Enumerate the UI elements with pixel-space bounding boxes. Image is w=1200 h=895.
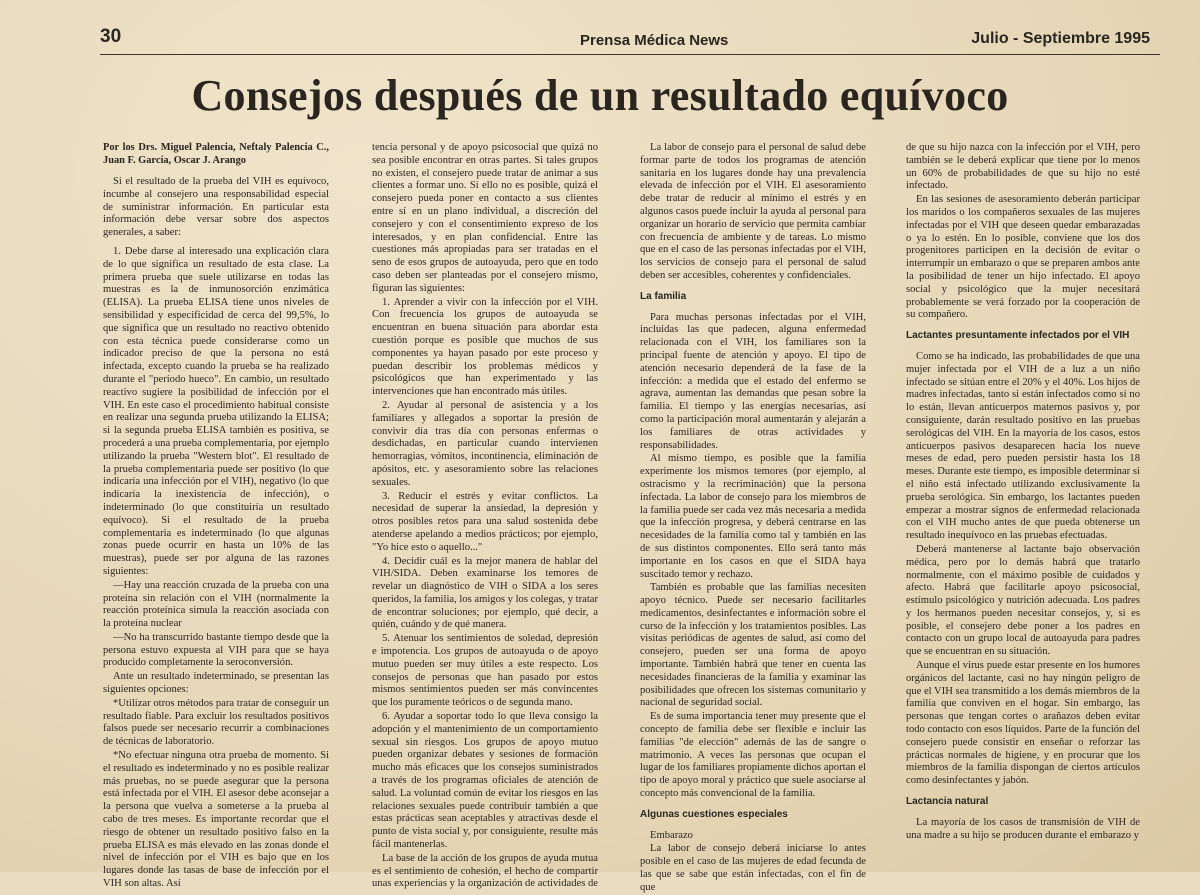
paragraph: Embarazo [650,829,693,841]
page-header [100,22,1160,55]
paragraph: 1. Debe darse al interesado una explicación clara de lo que significa un resultado de esta clase. La primera prueba que suele utilizarse en todas las muestras es la de inmunosorción enzimática (ELISA). La prueba ELISA tiene unos niveles de sensibilidad y especificidad de cerca del 99,5%, lo que significa que un resultado no reactivo obtenido con esta técnica puede considerarse como un indicador preciso de que la persona no está infectada, excepto cuando la prueba se ha realizado durante el "período hueco". En cambio, un resultado reactivo sugiere la posibilidad de infección por el VIH. En este caso el procedimiento habitual consiste en realizar una segunda prueba utilizando la ELISA; si la segunda prueba ELISA también es positiva, se procederá a una prueba complementaria, por ejemplo utilizando la prueba "Western blot". El resultado de la prueba complementaria puede ser positivo (lo que indicaría una infección por el VIH), negativo (lo que indicaría la inexistencia de infección), o indeterminado (lo que constituiría un resultado equívoco). Si el resultado de la prueba complementaria es indeterminado (lo que algunas zonas puede ocurrir en hasta un 10% de las muestras), puede ser por alguna de las razones siguientes: [103,245,329,577]
paragraph: Es de suma importancia tener muy presente que el concepto de familia debe ser flexible e incluir las familias "de elección" además de las de sangre o matrimonio. A veces las personas que ocupan el lugar de los familiares propiamente dichos aportan el tipo de apoyo moral y práctico que suele asociarse al concepto más convencional de la familia. [640,711,866,800]
column-1 [103,142,329,890]
paragraph: También es probable que las familias necesiten apoyo técnico. Puede ser necesario facilitarles medicamentos, desinfectantes e información sobre el curso de la infección y los tratamientos posibles. Las visitas periódicas de agentes de salud, así como del consejero, pueden ser una forma de apoyo importante. También habrá que tener en cuenta las necesidades financieras de la familia y examinar las posibilidades que ofrecen los sistemas comunitario y nacional de seguridad social. [640,582,866,709]
paragraph: 6. Ayudar a soportar todo lo que lleva consigo la adopción y el mantenimiento de un comportamiento sexual sin riesgos. Los grupos de apoyo mutuo pueden organizar debates y sesiones de formación mucho más eficaces que los consejos suministrados a través de los programas oficiales de atención de salud. La voluntad común de evitar los riesgos en las relaciones sexuales puede contribuir también a que estas prácticas sean aceptables y atractivas desde el punto de vista social y, por consiguiente, resulte más fácil mantenerlas. [372,711,598,851]
section-heading-nursing: Lactancia natural [906,796,989,808]
paragraph: *No efectuar ninguna otra prueba de momento. Si el resultado es indeterminado y no es posible realizar más pruebas, no se puede asegurar que la persona está infectada por el VIH. El asesor debe aconsejar a la persona que vuelva a someterse a la prueba al cabo de tres meses. Es importante recordar que el riesgo de obtener un resultado positivo falso en la prueba ELISA es más elevado en las zonas donde el nivel de infección por el VIH es bajo que en los lugares donde las tasas de base de infección por el VIH son altas. Así [103,750,329,890]
column-3 [640,142,866,893]
column-2 [372,142,599,890]
paragraph: Al mismo tiempo, es posible que la familia experimente los mismos temores (por ejemplo, al ostracismo y la recriminación) que la persona infectada. La labor de consejo para los miembros de la familia puede ser cada vez más necesaria a medida que la infección progresa, y deberá centrarse en las necesidades de la familia como tal y también en las de sus distintos componentes. Ello será tanto más importante en los casos en que el SIDA haya suscitado temor y rechazo. [640,453,866,580]
paragraph: Deberá mantenerse al lactante bajo observación médica, pero por lo demás habrá que tratarlo normalmente, con el máximo posible de cuidados y afecto. Habrá que facilitarle apoyo psicosocial, estímulo psicológico y nutrición adecuada. Los padres y los hermanos pueden necesitar consejos, y, si es posible, el consejero debe poner a los padres en contacto con un grupo local de autoayuda para padres que se encuentran en su situación. [906,543,1140,658]
article-headline: Consejos después de un resultado equívoco [191,71,1009,120]
paragraph: La mayoría de los casos de transmisión de VIH de una madre a su hijo se producen durante el embarazo y [906,816,1140,841]
paragraph: 3. Reducir el estrés y evitar conflictos. La necesidad de superar la ansiedad, la depresión y otros posibles retos para una salud sostenida debe atenderse apelando a medios prácticos; por ejemplo, "Yo hice esto o aquello..." [372,490,598,553]
paragraph: 2. Ayudar al personal de asistencia y a los familiares y allegados a soportar la presión de convivir día tras día con personas enfermas o desdichadas, en particular cuando intervienen hemorragias, vómitos, incontinencia, eliminación de apósitos, etc. y asesoramiento sobre las relaciones sexuales. [372,399,598,488]
paragraph: —No ha transcurrido bastante tiempo desde que la persona estuvo expuesta al VIH para que se haya producido completamente la seroconversión. [103,631,329,669]
section-heading-infants: Lactantes presuntamente infectados por el VIH [906,330,1130,342]
paragraph: de que su hijo nazca con la infección por el VIH, pero también se le deberá explicar que tiene por lo menos un 60% de probabilidades de que su hijo no esté infectado. [906,142,1140,192]
page-number: 30 [100,26,122,47]
paragraph: La base de la acción de los grupos de ayuda mutua es el sentimiento de cohesión, el hecho de compartir unas experiencias y la organización de actividades de [372,852,599,890]
paragraph: 4. Decidir cuál es la mejor manera de hablar del VIH/SIDA. Deben examinarse los temores de revelar un diagnóstico de VIH o SIDA a los seres queridos, la familia, los amigos y los colegas, y tratar de encontrar soluciones; por ejemplo, qué decir, a quién, cuándo y de qué manera. [372,555,598,631]
paragraph: *Utilizar otros métodos para tratar de conseguir un resultado fiable. Para excluir los resultados positivos falsos puede ser necesario recurrir a combinaciones de técnicas de laboratorio. [103,697,329,748]
column-4 [906,142,1140,872]
issue-date: Julio - Septiembre 1995 [971,30,1150,47]
section-heading-special: Algunas cuestiones especiales [640,808,788,820]
paragraph: 1. Aprender a vivir con la infección por el VIH. Con frecuencia los grupos de autoayuda se encuentran en buena situación para abordar esta cuestión porque es posible que muchos de sus componentes ya hayan pasado por este proceso y puedan describir los problemas médicos y psicológicos que han experimentado y las intervenciones que han encontrado más útiles. [372,296,598,398]
paragraph: Si el resultado de la prueba del VIH es equívoco, incumbe al consejero una responsabilidad especial de suministrar información. En particular esta información debe versar sobre dos aspectos generales, a saber: [103,176,329,239]
paragraph: 5. Atenuar los sentimientos de soledad, depresión e impotencia. Los grupos de autoayuda o de apoyo mutuo pueden ser muy útiles a este respecto. Los consejos de personas que han pasado por estos mismos sentimientos pueden ser más convincentes que los puramente teóricos o de segunda mano. [372,633,598,709]
paragraph: Como se ha indicado, las probabilidades de que una mujer infectada por el VIH de a luz a un niño infectado se sitúan entre el 20% y el 40%. Los hijos de madres infectadas, tanto si están infectados como si no lo están, llevan anticuerpos maternos pasivos y, por consiguiente, darán resultado positivo en las pruebas serológicas del VIH. En la mayoría de los casos, estos anticuerpos pasivos desaparecen hacia los nueve meses de edad, pero pueden persistir hasta los 18 meses. Durante este tiempo, es imposible determinar si el niño está infectado utilizando exclusivamente la prueba serológica. Sin embargo, los lactantes pueden empezar a mostrar signos de enfermedad relacionada con el VIH mucho antes de que pueda obtenerse un resultado inequívoco en las pruebas efectuadas. [906,350,1140,542]
paragraph: La labor de consejo deberá iniciarse lo antes posible en el caso de las mujeres de edad fecunda de las que se sabe que están infectadas, con el fin de que [640,843,866,893]
paragraph: En las sesiones de asesoramiento deberán participar los maridos o los compañeros sexuales de las mujeres infectadas por el VIH que deseen quedar embarazadas o ya lo estén. En lo posible, conviene que los dos progenitores participen en la decisión de evitar o interrumpir un embarazo o que se preparen ambos ante la posibilidad de tener un hijo infectado. El apoyo social y psicológico que la mujer necesitará probablemente se verá forzado por la cooperación de su compañero. [906,194,1140,321]
section-heading-family: La familia [640,290,687,302]
paragraph: Aunque el virus puede estar presente en los humores orgánicos del lactante, casi no hay ningún peligro de que el VIH sea transmitido a los demás miembros de la familia que conviven en el hogar. Sin embargo, las personas que tengan cortes o arañazos deben evitar todo contacto con esos líquidos. Parte de la función del consejero puede consistir en enseñar o reforzar las prácticas normales de higiene, y en procurar que los miembros de la familia dispongan de ciertos artículos como desinfectantes y jabón. [906,660,1140,787]
paragraph: tencia personal y de apoyo psicosocial que quizá no sea posible encontrar en otras partes. Si tales grupos no existen, el consejero puede tratar de animar a sus clientes a formar uno. Si ello no es posible, quizá el consejero pueda poner en contacto a sus clientes entre sí en un plano individual, a discreción del consejero y con el consentimiento expreso de los interesados, y en plan confidencial. Entre las cuestiones más apropiadas para ser tratadas en el seno de esos grupos de autoayuda, pero que en todo caso deben ser planteadas por el consejero mismo, figuran las siguientes: [372,142,598,294]
paragraph: Para muchas personas infectadas por el VIH, incluidas las que padecen, alguna enfermedad relacionada con el VIH, los familiares son la principal fuente de atención y apoyo. El tipo de atención necesario dependerá de la fase de la infección: a medida que el estado del enfermo se agrava, aumentan las demandas que pesan sobre la familia. El tiempo y las energías necesarias, así como la participación moral aumentarán y alejarán a los familiares de otras actividades y responsabilidades. [640,311,866,451]
paragraph: —Hay una reacción cruzada de la prueba con una proteína sin relación con el VIH (normalmente la reacción proteínica simula la reacción asociada con la proteína nuclear [103,579,329,630]
article-byline: Por los Drs. Miguel Palencia, Neftaly Palencia C., Juan F. García, Oscar J. Arango [103,142,329,166]
paragraph: La labor de consejo para el personal de salud debe formar parte de todos los programas de atención sanitaria en los lugares donde hay una prevalencia elevada de infección por el VIH. El asesoramiento debe tratar de reducir al mínimo el estrés y en algunos casos puede incluir la ayuda al personal para organizar un horario de servicio que permita cambiar con frecuencia de ambiente y de tareas. Lo mismo que en el caso de las personas infectadas por el VIH, los servicios de consejo para el personal de salud deben ser accesibles, coherentes y confidenciales. [640,142,866,281]
paragraph: Ante un resultado indeterminado, se presentan las siguientes opciones: [103,671,329,696]
publication-name: Prensa Médica News [580,32,729,49]
